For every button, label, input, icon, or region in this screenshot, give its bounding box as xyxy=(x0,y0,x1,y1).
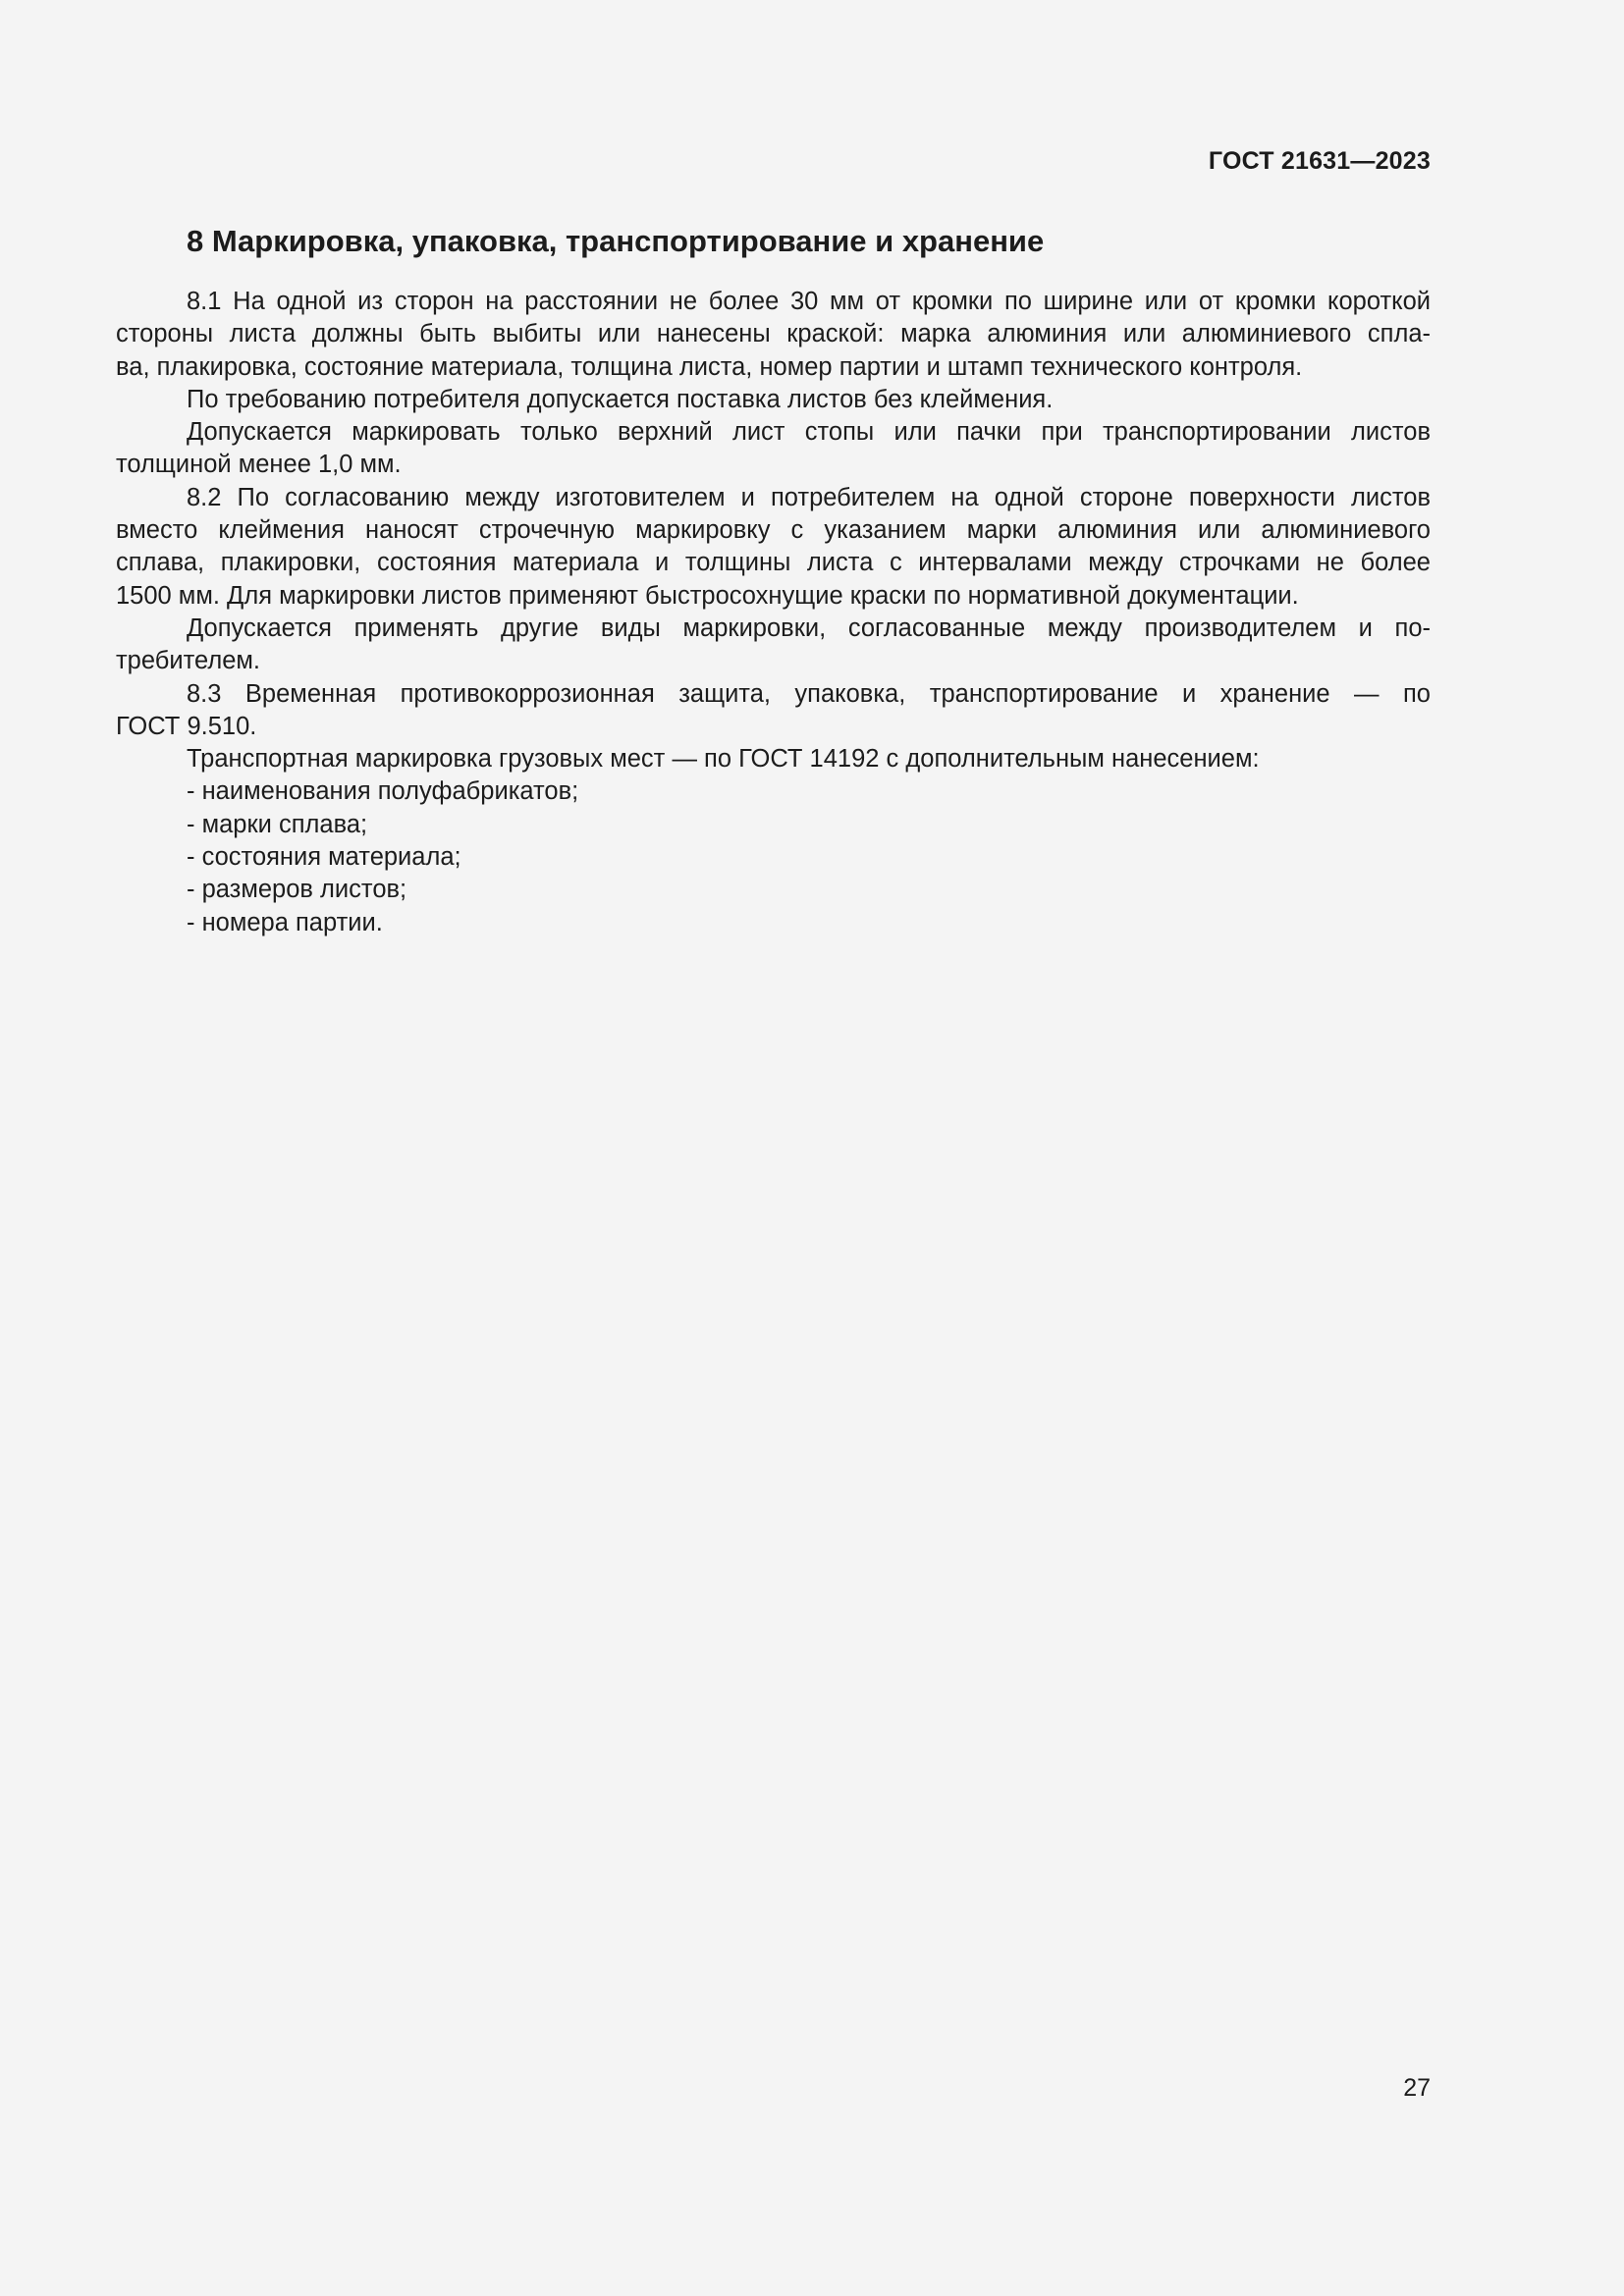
list-item: - размеров листов; xyxy=(187,876,407,904)
section-title: 8 Маркировка, упаковка, транспортирование и хранение xyxy=(187,224,1045,258)
paragraph-line: ва, плакировка, состояние материала, толщина листа, номер партии и штамп технического контроля. xyxy=(116,352,1303,381)
paragraph-line: толщиной менее 1,0 мм. xyxy=(116,451,402,479)
paragraph-line: Допускается маркировать только верхний лист стопы или пачки при транспортировании листов xyxy=(187,418,1431,447)
paragraph-line: Допускается применять другие виды маркировки, согласованные между производителем и по- xyxy=(187,614,1431,642)
page-number: 27 xyxy=(1403,2074,1431,2102)
document-code: ГОСТ 21631—2023 xyxy=(1208,147,1431,175)
list-item: - марки сплава; xyxy=(187,810,368,838)
paragraph-line: требителем. xyxy=(116,647,261,675)
list-item: - номера партии. xyxy=(187,908,383,936)
paragraph-line: 8.1 На одной из сторон на расстоянии не более 30 мм от кромки по ширине или от кромки короткой xyxy=(187,288,1431,315)
paragraph-line: 1500 мм. Для маркировки листов применяют быстросохнущие краски по нормативной документации. xyxy=(116,581,1299,610)
section-body xyxy=(116,286,1431,939)
paragraph-line: Транспортная маркировка грузовых мест — по ГОСТ 14192 с дополнительным нанесением: xyxy=(187,745,1260,774)
list-item: - состояния материала; xyxy=(187,843,461,872)
paragraph-line: 8.2 По согласованию между изготовителем и потребителем на одной стороне поверхности листов xyxy=(187,483,1431,511)
paragraph-line: По требованию потребителя допускается поставка листов без клеймения. xyxy=(187,385,1054,413)
paragraph-line: 8.3 Временная противокоррозионная защита, упаковка, транспортирование и хранение — по xyxy=(187,679,1431,708)
list-item: - наименования полуфабрикатов; xyxy=(187,777,579,806)
paragraph-line: стороны листа должны быть выбиты или нанесены краской: марка алюминия или алюминиевого спла- xyxy=(116,320,1431,348)
paragraph-line: вместо клеймения наносят строчечную маркировку с указанием марки алюминия или алюминиевого xyxy=(116,516,1431,545)
paragraph-line: ГОСТ 9.510. xyxy=(116,712,257,740)
paragraph-line: сплава, плакировки, состояния материала и толщины листа с интервалами между строчками не более xyxy=(116,549,1431,577)
